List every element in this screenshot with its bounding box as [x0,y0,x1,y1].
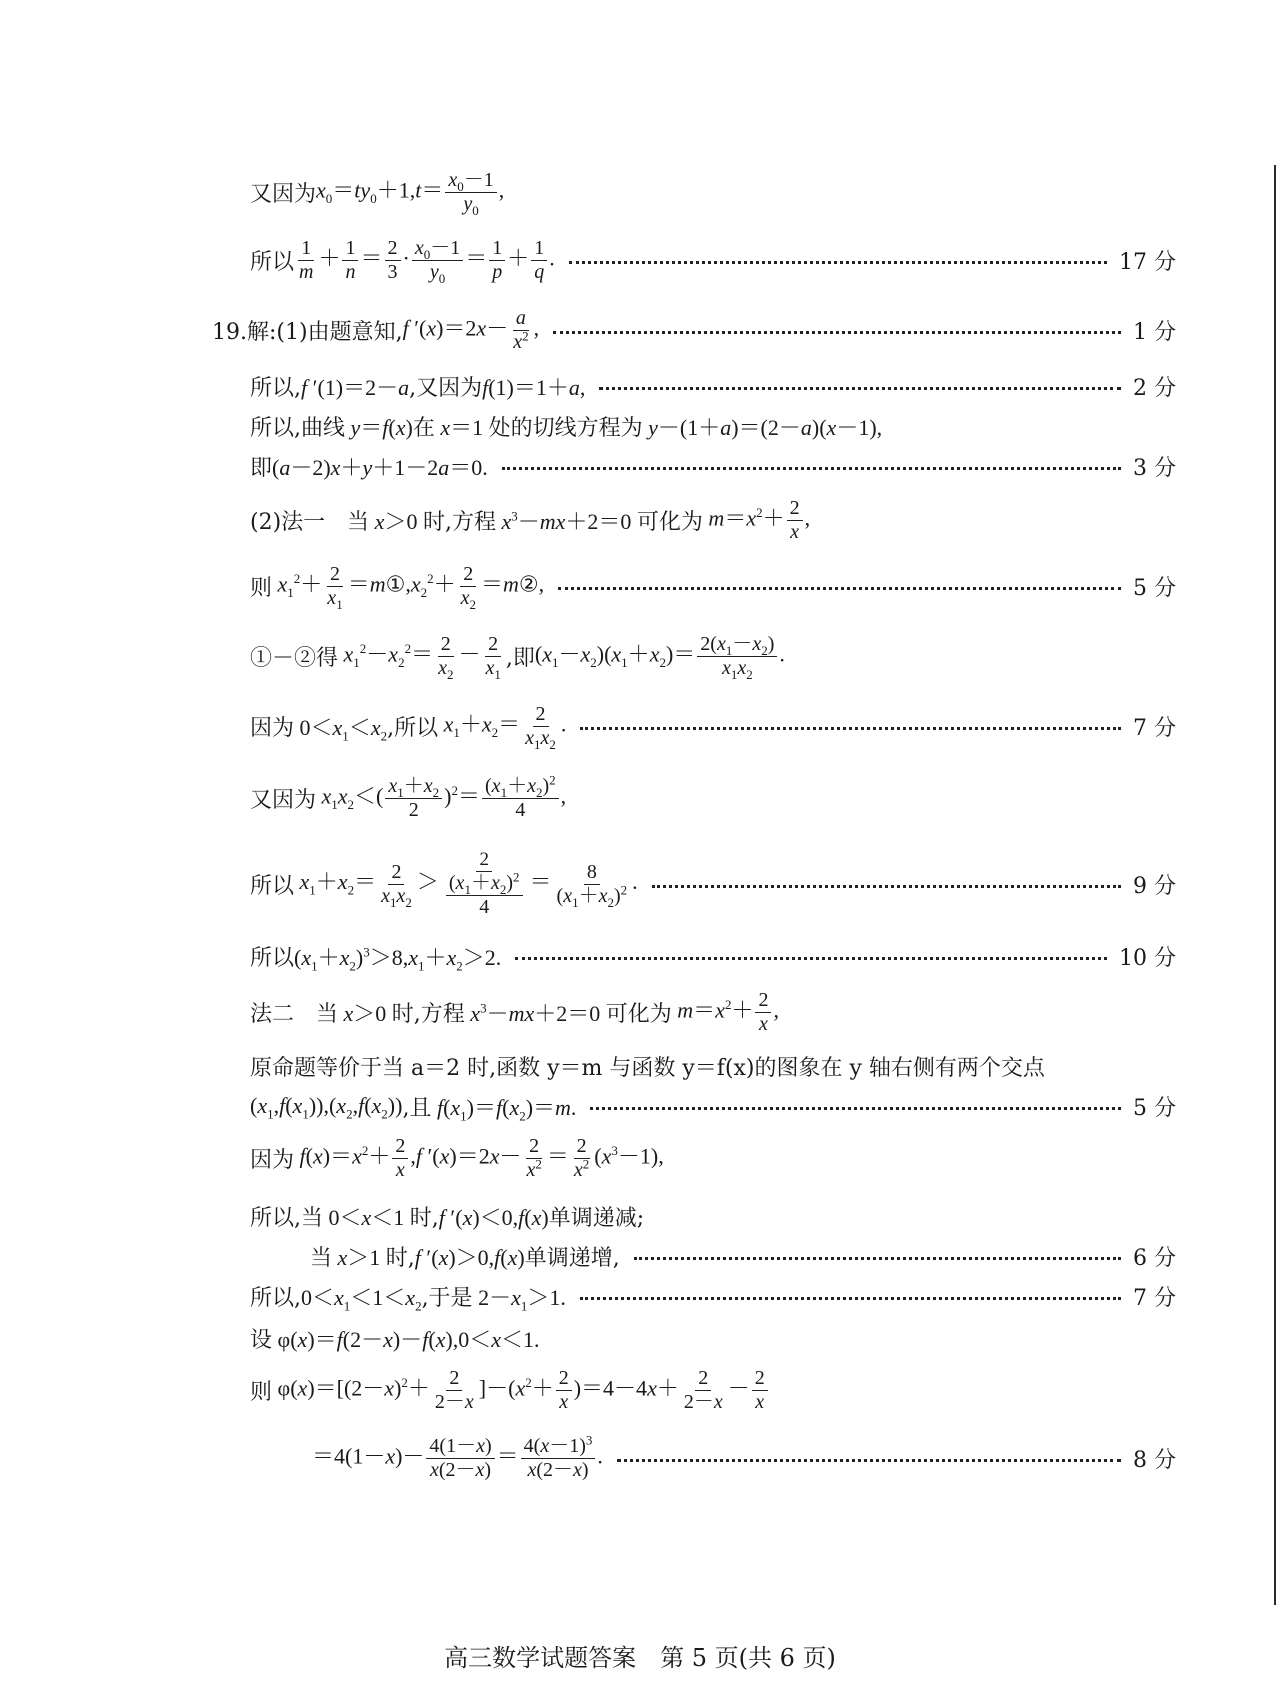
line-5 [250,406,1176,446]
line-text: 因为 [250,715,295,741]
score-label: 8 分 [1133,1447,1176,1473]
formula: φ(x)＝f(2－x)－f(x),0＜x＜1. [272,1326,540,1352]
line-text: 原命题等价于当 a＝2 时,函数 y＝m 与函数 y＝f(x)的图象在 y 轴右侧有两个交点 [250,1055,1045,1081]
formula: f ′(x)＞0,f(x) [414,1244,525,1270]
dot-leader [515,957,1107,960]
formula: $x_1x_2<$( $\frac{x_1+x_2}{2}$ )$^2$＝ $\frac{(x_1+x_2)^2}{4}$ , [321,771,567,821]
line-text: 可化为 [605,1001,672,1027]
page-footer: 高三数学试题答案 第 5 页(共 6 页) [444,1644,836,1672]
line-10 [250,698,1176,754]
score-label: 3 分 [1133,455,1176,481]
line-18 [250,1196,1176,1236]
line-20 [250,1276,1176,1316]
line-17 [250,1130,1176,1186]
line-text: ,即 [505,645,535,671]
line-text: ①－②得 [250,645,339,671]
line-text: 所以 [250,873,295,899]
formula: (a－2)x＋y＋1－2a＝0. [272,454,488,480]
formula: $0<x_1<x_2$ [294,714,388,743]
line-text: ,于是 [421,1285,473,1311]
line-text: 当 [310,1245,333,1271]
formula: $m=x^2+$ $\frac{2}{x}$ , [708,496,811,543]
line-text: 又因为 [250,787,317,813]
score-label: 5 分 [1133,575,1176,601]
line-7 [250,492,1176,548]
formula: x＞0 [374,508,423,534]
line-text: 单调递减; [548,1205,645,1231]
line-text: 因为 [250,1147,295,1173]
line-22 [250,1360,1176,1420]
line-15 [250,1046,1176,1086]
dot-leader [652,885,1121,888]
line-text: ,又因为 [409,375,483,401]
formula: $f(x)=x^2+$ $\frac{2}{x}$ ,f ′(x)＝2x－ $\frac{2}{x^2}$ ＝ $\frac{2}{x^2}$ $(x^3-1)$, [299,1134,664,1181]
line-12 [250,838,1176,930]
score-label: 5 分 [1133,1095,1176,1121]
score-label: 17 分 [1119,249,1176,275]
line-14 [250,984,1176,1040]
line-text: 法二 当 [250,1001,339,1027]
line-text: 所以 [250,945,295,971]
formula: $x_1^2+$ $\frac{2}{x_1}$ $=m①,x_2^2+$ $\frac{2}{x_2}$ ＝m②, [277,562,545,612]
formula: $x_0=ty_0+1,t=$ $\frac{x_0-1}{y_0}$ , [316,168,505,218]
dot-leader [553,331,1121,334]
line-text: 单调递增, [524,1245,620,1271]
formula: $x_1+x_2=$ $\frac{2}{x_1x_2}$ . [443,702,567,752]
formula: $x^3-mx+2=0$ [501,508,637,534]
formula: x＝1 [440,414,489,440]
dot-leader [502,467,1121,470]
formula: $f(x_1)=f(x_2)=m$. [436,1094,577,1123]
formula: y＝f(x) [350,414,413,440]
dot-leader [569,261,1107,264]
formula: ＝4(1－x)－ $\frac{4(1-x)}{x(2-x)}$ ＝ $\frac{4(x-1)^3}{x(2-x)}$ . [312,1431,603,1481]
dot-leader [580,727,1121,730]
line-text: (2)法一 当 [250,509,370,535]
line-2 [250,230,1176,290]
formula: $(x_1,f(x_1)),(x_2,f(x_2))$ [250,1093,403,1122]
line-text: 所以,曲线 [250,415,345,441]
formula: $\frac{1}{m}$ ＋ $\frac{1}{n}$ ＝ $\frac{2}{3}$ · $\frac{x_0-1}{y_0}$ ＝ $\frac{1}{p}$ ＋ $\frac{1}{q}$ . [299,236,555,286]
score-label: 6 分 [1133,1245,1176,1271]
formula: $x_1^2-x_2^2=$ $\frac{2}{x_2}$ － $\frac{2}{x_1}$ [343,632,501,682]
line-text: 时, [409,1205,439,1231]
line-16 [250,1086,1176,1126]
line-21 [250,1318,1176,1358]
line-text: 时,方程 [422,509,496,535]
dot-leader [580,1297,1121,1300]
formula: f ′(1)＝2－a [301,374,410,400]
line-text: 则 [250,575,273,601]
page-edge-line [1274,165,1276,1605]
line-8 [250,558,1176,614]
dot-leader [558,587,1121,590]
formula: f ′(x)＝2x－ $\frac{a}{x^2}$ , [402,306,540,353]
dot-leader [590,1107,1121,1110]
line-text: 可化为 [636,509,703,535]
formula: x＞1 [337,1244,386,1270]
line-23 [312,1428,1176,1488]
formula: $(x_1+x_2)^3>8,x_1+x_2>2$. [294,944,502,973]
line-text: 所以, [250,375,301,401]
formula: $\varphi(x)=[(2-x)^2+$ $\frac{2}{2-x}$ ]$-(x^2+$ $\frac{2}{x}$ )＝4－4x＋ $\frac{2}{2-x}$ － $\frac{2}{x}$ [272,1367,770,1414]
score-label: 9 分 [1133,873,1176,899]
dot-leader [599,387,1121,390]
score-label: 2 分 [1133,375,1176,401]
line-text: 设 [250,1327,273,1353]
line-text: 所以, [250,1285,301,1311]
formula: f(1)＝1＋a, [482,374,586,400]
formula: x＞0 [343,1000,392,1026]
formula: $0<x_1<1<x_2$ [301,1284,422,1313]
line-text: ,且 [402,1095,432,1121]
formula: $2-x_1>1$. [472,1284,566,1313]
line-4 [250,366,1176,406]
line-9 [250,628,1176,684]
score-label: 7 分 [1133,1285,1176,1311]
formula: $m=x^2+$ $\frac{2}{x}$ , [677,988,779,1035]
line-19 [310,1236,1176,1276]
line-13 [250,934,1176,978]
line-text: ,所以 [387,715,439,741]
formula: $(x_1-x_2)(x_1+x_2)=$ $\frac{2(x_1-x_2)}{x_1x_2}$ . [534,632,785,682]
formula: 0＜x＜1 [323,1204,410,1230]
line-text: 在 [412,415,435,441]
score-label: 10 分 [1119,945,1176,971]
line-text: 处的切线方程为 [488,415,643,441]
line-text: 又因为 [250,181,317,207]
dot-leader [634,1257,1121,1260]
line-6 [250,446,1176,486]
line-11 [250,770,1176,826]
line-text: 即 [250,455,273,481]
score-label: 1 分 [1133,319,1176,345]
line-text: 则 [250,1379,273,1405]
formula: $x^3-mx+2=0$ [470,1000,606,1026]
formula: f ′(x)＜0,f(x) [438,1204,549,1230]
line-text: 所以,当 [250,1205,323,1231]
line-text: 所以 [250,249,295,275]
formula: $x_1+x_2=$ $\frac{2}{x_1x_2}$ ＞ $\frac{2}{\frac{(x_1+x_2)^2}{4}}$ ＝ $\frac{8}{(x_1+x_2)^2}$ . [299,849,638,918]
dot-leader [617,1459,1121,1462]
score-label: 7 分 [1133,715,1176,741]
formula: y－(1＋a)＝(2－a)(x－1), [648,414,883,440]
line-text: 时, [385,1245,415,1271]
line-text: 时,方程 [391,1001,465,1027]
line-text: 19.解:(1)由题意知, [212,319,403,345]
line-3 [212,302,1176,358]
line-1 [250,164,1176,220]
